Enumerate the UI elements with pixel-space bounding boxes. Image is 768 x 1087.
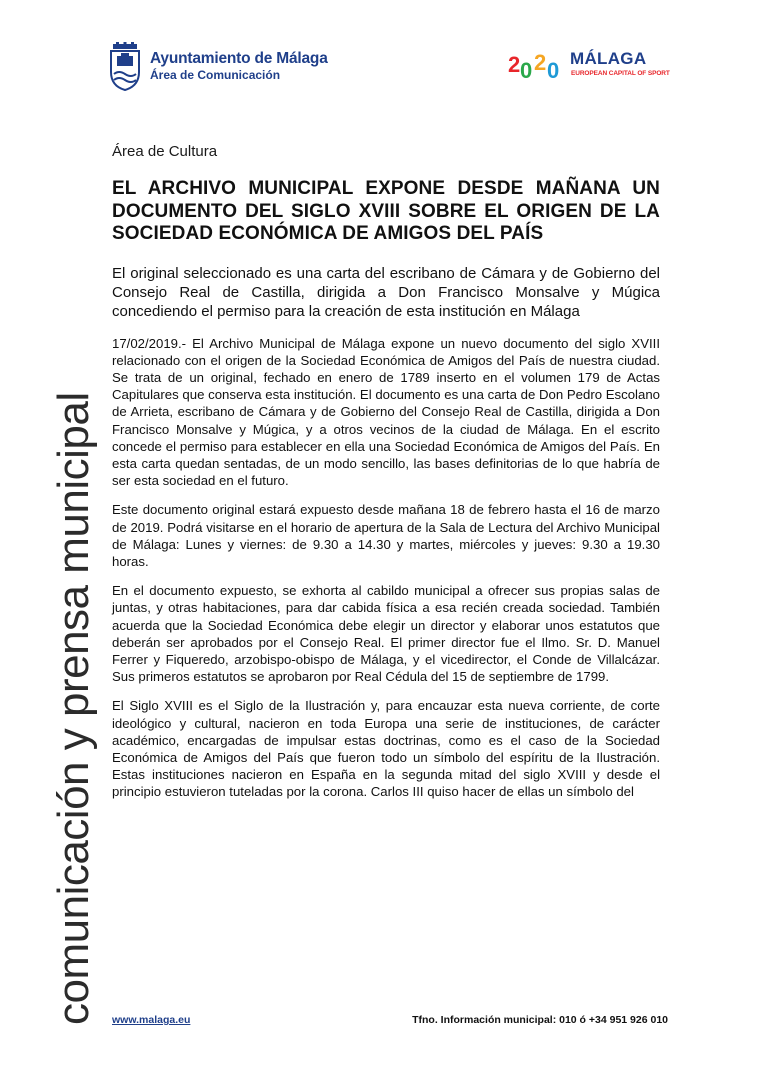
logo-city: MÁLAGA (570, 49, 647, 68)
phone-info: Tfno. Información municipal: 010 ó +34 951 926 010 (412, 1014, 668, 1026)
logo-tagline: EUROPEAN CAPITAL OF SPORT (571, 70, 670, 77)
paragraph-3: En el documento expuesto, se exhorta al cabildo municipal a ofrecer sus propias salas de juntas, y otras habitaciones, para dar cabida física a esa recién creada sociedad. También acuerda que la Sociedad Económica debe elegir un director y elaborar unos estatutos que deberán ser aprobados por el Consejo Real. El primer director fue el Ilmo. Sr. D. Manuel Ferrer y Fiqueredo, arzobispo-obispo de Málaga, y el vicedirector, el Conde de Villalcázar. Sus primeros estatutos se aprobaron por Real Cédula del 15 de septiembre de 1799. (112, 583, 660, 685)
svg-text:0: 0 (520, 58, 533, 83)
paragraph-4: El Siglo XVIII es el Siglo de la Ilustración y, para encauzar esta nueva corriente, de corte ideológico y cultural, nacieron en toda Europa una serie de instituciones, de carácter académico, encargadas de impulsar estas doctrinas, como es el caso de la Sociedad Económica de Amigos del País que fueron todo un símbolo del espíritu de la Ilustración. Estas instituciones nacieron en España en la segunda mitad del siglo XVIII y desde el principio estuvieron tuteladas por la corona. Carlos III quiso hacer de ellas un símbolo del (112, 698, 660, 800)
page-header (108, 35, 670, 102)
city-crest-icon (108, 42, 142, 92)
logo-2020-mark (508, 35, 568, 83)
section-label: Área de Cultura (112, 143, 218, 160)
subtitle: El original seleccionado es una carta del escribano de Cámara y de Gobierno del Consejo Real de Castilla, dirigida a Don Francisco Monsalve y Múgica concediendo el permiso para la creación de esta institución en Málaga (112, 264, 660, 320)
svg-text:0: 0 (547, 58, 560, 83)
svg-text:2: 2 (534, 50, 547, 75)
website-link[interactable]: www.malaga.eu (112, 1014, 191, 1026)
side-banner (45, 145, 105, 1025)
side-banner-text: comunicación y prensa municipal (49, 392, 98, 1025)
paragraph-2: Este documento original estará expuesto desde mañana 18 de febrero hasta el 16 de marzo de 2019. Podrá visitarse en el horario de apertura de la Sala de Lectura del Archivo Municipal de Málaga: Lunes y viernes: de 9.30 a 14.30 y martes, miércoles y jueves: 9.30 a 19.30 horas. (112, 502, 660, 569)
page-footer (112, 1014, 668, 1030)
svg-text:2: 2 (508, 52, 521, 77)
paragraph-1: 17/02/2019.- El Archivo Municipal de Málaga expone un nuevo documento del siglo XVIII relacionado con el origen de la Sociedad Económica de Amigos del País de nuestra ciudad. Se trata de un original, fechado en enero de 1789 inserto en el volumen 179 de Actas Capitulares que conserva esta institución. El documento es una carta de Don Pedro Escolano de Arrieta, escribano de Cámara y de Gobierno del Consejo Real de Castilla, dirigida a Don Francisco Monsalve y Múgica, y a otros vecinos de la ciudad de Málaga. En el escrito concede el permiso para establecer en ella una Sociedad Económica de Amigos del País. En esta carta quedan sentadas, de un modo sencillo, las bases definitorias de lo que habría de ser esta sociedad en el futuro. (112, 335, 660, 489)
press-release-body (112, 142, 660, 813)
headline: EL ARCHIVO MUNICIPAL EXPONE DESDE MAÑANA UN DOCUMENTO DEL SIGLO XVIII SOBRE EL ORIGEN DE LA SOCIEDAD ECONÓMICA DE AMIGOS DEL PAÍS (112, 178, 660, 244)
malaga-2020-logo (508, 35, 670, 88)
org-block (150, 50, 328, 83)
org-name: Ayuntamiento de Málaga (150, 50, 328, 67)
svg-text:2020: 2020 (508, 35, 544, 52)
org-department: Área de Comunicación (150, 68, 281, 82)
